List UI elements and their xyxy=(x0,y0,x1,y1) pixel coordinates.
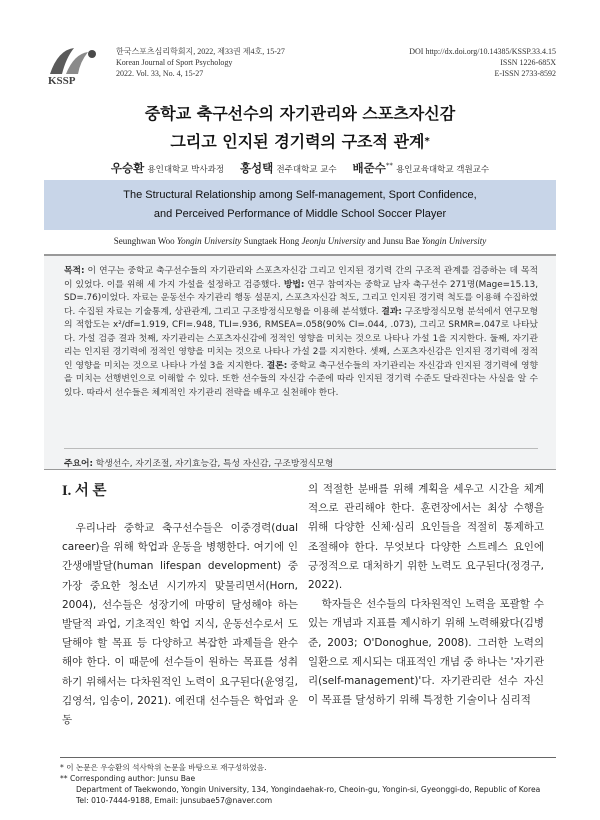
author-affiliation-en: Yongin University xyxy=(421,236,487,246)
author-name-en: Sungtaek Hong xyxy=(243,236,300,246)
abstract-text xyxy=(64,265,538,400)
author-name-en: Seunghwan Woo xyxy=(113,236,175,246)
journal-name-ko: 한국스포츠심리학회지, 2022, 제33권 제4호, 15-27 xyxy=(116,47,285,56)
body-paragraph: 우리나라 중학교 축구선수들은 이중경력(dual career)을 위해 학업과 운동을 병행한다. 여기에 인간생애발달(human lifespan development) 중 가장 중요한 청소년 시기까지 맞물리면서(Horn, 2004), 선수들은 성장기에 마땅히 달성해야 하는 발달적 과업, 기초적인 학업 지식, 운동선수로서 도달해야 할 목표 등 다양하고 복잡한 과제들을 완수해야 한다. 이 때문에 선수들이 원하는 목표를 성취하기 위해서는 다차원적인 노력이 요구된다(윤영길, 김영석, 임송이, 2021). 예컨대 선수들은 학업과 운동 xyxy=(62,522,298,727)
keywords-list: 학생선수, 자기조절, 자기효능감, 특성 자신감, 구조방정식모형 xyxy=(93,459,334,469)
keywords-divider xyxy=(64,448,538,449)
body-paragraph: 학자들은 선수들의 다차원적인 노력을 포괄할 수 있는 개념과 지표를 제시하기 위해 노력해왔다(김병준, 2003; O'Donoghue, 2008). 그러한 노력의 일환으로 제시되는 대표적인 개념 중 하나는 '자기관리(self-management)'다. 자기관리란 선수 자신이 목표를 달성하기 위해 특정한 기술이나 심리적 xyxy=(308,598,544,707)
paper-title-ko xyxy=(0,100,600,156)
author-name-en: Junsu Bae xyxy=(382,236,420,246)
english-title-band xyxy=(44,180,556,230)
footnote-contact[interactable]: Tel: 010-7444-9188, Email: junsubae57@naver.com xyxy=(76,796,273,805)
issn: ISSN 1226-685X xyxy=(500,58,556,67)
paper-title-en xyxy=(44,186,556,224)
journal-issue-en: 2022. Vol. 33, No. 4, 15-27 xyxy=(116,69,204,78)
footnote-source: * 이 논문은 우승환의 석사학위 논문을 바탕으로 재구성하였음. xyxy=(60,763,267,772)
title-ko-line2: 그리고 인지된 경기력의 구조적 관계* xyxy=(170,132,430,151)
author-name: 홍성택 xyxy=(239,161,274,175)
body-column-left xyxy=(62,480,298,730)
authors-ko xyxy=(0,160,600,176)
abstract-conclusion: 중학교 축구선수들의 자기관리는 자신감과 인지된 경기력에 영향을 미치는 선행변인으로 이해할 수 있다. 또한 선수들의 자신감 수준에 따라 인지된 경기력 수준도 달라진다는 사실을 알 수 있다. 따라서 선수들은 체계적인 자기관리 전략을 배우고 실천해야 한다. xyxy=(64,360,538,398)
doi-info xyxy=(409,46,556,79)
journal-name-en: Korean Journal of Sport Psychology xyxy=(116,58,233,67)
doi-link[interactable]: DOI http://dx.doi.org/10.14385/KSSP.33.4.15 xyxy=(409,47,556,56)
author-affiliation-en: Jeonju University xyxy=(301,236,366,246)
authors-conjunction: and xyxy=(367,236,381,246)
keywords xyxy=(64,456,333,469)
title-en-line1: The Structural Relationship among Self-management, Sport Confidence, xyxy=(123,189,477,201)
footnote-address: Department of Taekwondo, Yongin University, 134, Yongindaehak-ro, Cheoin-gu, Yongin-si, Gyeonggi-do, Republic of Korea xyxy=(76,785,541,794)
title-en-line2: and Perceived Performance of Middle School Soccer Player xyxy=(153,208,447,220)
abstract-conclusion-label: 결론: xyxy=(266,360,288,371)
abstract-method-label: 방법: xyxy=(280,279,305,290)
eissn: E-ISSN 2733-8592 xyxy=(494,69,556,78)
keywords-label: 주요어: xyxy=(64,459,94,469)
abstract-purpose-label: 목적: xyxy=(64,266,85,276)
author-affiliation-en: Yongin University xyxy=(176,236,242,246)
body-column-right xyxy=(308,480,544,710)
section-heading: I. 서 론 xyxy=(62,483,107,499)
footnote-corresponding: ** Corresponding author: Junsu Bae xyxy=(60,774,196,783)
author-name: 우승환 xyxy=(110,161,145,175)
title-footnote-mark: * xyxy=(424,136,430,147)
author-affiliation: 용인대학교 박사과정 xyxy=(147,165,225,175)
authors-en xyxy=(0,236,600,246)
abstract-purpose: 이 연구는 중학교 축구선수들의 자기관리와 스포츠자신감 그리고 인지된 경기력 간의 구조적 관계를 검증하는 데 목적이 있었다. 이를 위해 세 가지 가설을 설정하고 검증했다. xyxy=(64,266,538,290)
abstract-results: 구조방정식모형 분석에서 연구모형의 적합도는 x²/df=1.919, CFI=.948, TLI=.936, RMSEA=.058(90% CI=.044, .073), 그리고 SRMR=.047로 나타났다. 가설 검증 결과 첫째, 자기관리는 스포츠자신감에 정적인 영향을 미치는 것으로 나타나 가설 1을 지지한다. 둘째, 자기관리는 인지된 경기력에 정적인 영향을 미치는 것으로 나타나 가설 2를 지지한다. 셋째, 스포츠자신감은 인지된 경기력에 정적인 영향을 미치는 것으로 나타나 가설 3을 지지한다. xyxy=(64,306,539,371)
journal-logo xyxy=(44,44,104,90)
title-ko-line1: 중학교 축구선수의 자기관리와 스포츠자신감 xyxy=(144,104,456,123)
abstract-results-label: 결과: xyxy=(381,306,402,317)
journal-info xyxy=(116,46,285,79)
author-affiliation: 전주대학교 교수 xyxy=(276,165,337,175)
author-affiliation: 용인교육대학교 객원교수 xyxy=(396,165,490,175)
abstract-method: 연구 참여자는 중학교 남자 축구선수 271명(Mage=15.13, SD=.76)이었다. 자료는 운동선수 자기관리 행동 설문지, 스포츠자신감 척도, 그리고 인지된 경기력 척도를 이용해 수집하였다. 수집된 자료는 기술통계, 상관관계, 그리고 구조방정식모형을 이용해 분석했다. xyxy=(64,279,538,317)
logo-wordmark: KSSP xyxy=(48,75,76,87)
author-name: 배준수 xyxy=(352,161,386,175)
footnotes xyxy=(60,757,556,806)
corresponding-mark: ** xyxy=(385,161,393,170)
body-paragraph: 의 적절한 분배를 위해 계획을 세우고 시간을 체계적으로 관리해야 한다. 훈련장에서는 최상 수행을 위해 다양한 신체·심리 요인들을 적절히 통제하고 조절해야 한다. 무엇보다 다양한 스트레스 요인에 긍정적으로 대처하기 위한 노력도 요구된다(정경구, 2022). xyxy=(308,483,544,592)
abstract-box xyxy=(44,254,556,470)
